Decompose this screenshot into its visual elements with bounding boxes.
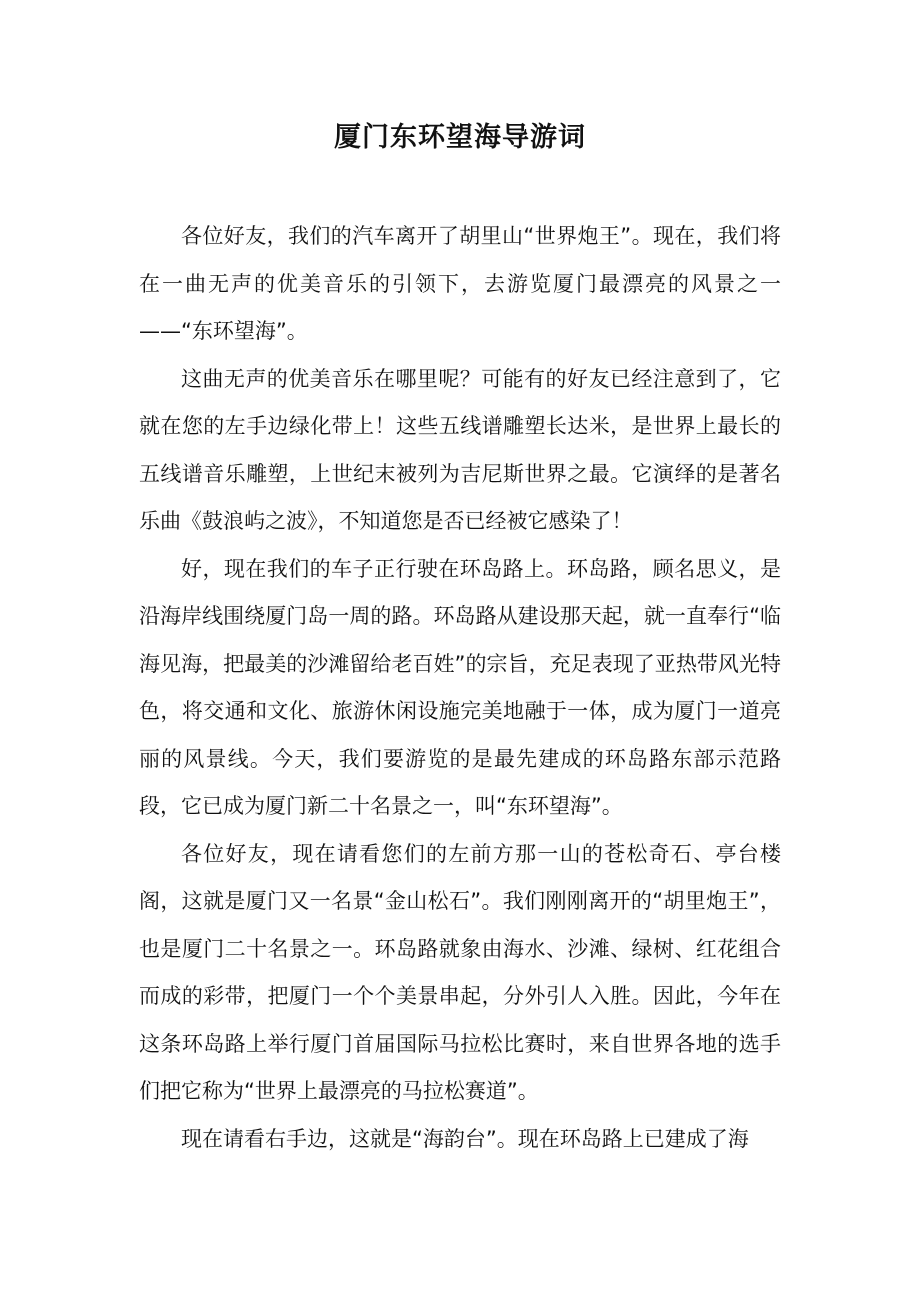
document-title: 厦门东环望海导游词 [334,122,586,153]
paragraph-1: 各位好友，我们的汽车离开了胡里山“世界炮王”。现在，我们将在一曲无声的优美音乐的引领下，去游览厦门最漂亮的风景之一——“东环望海”。 [139,224,781,343]
document-body [139,213,781,1163]
paragraph-2: 这曲无声的优美音乐在哪里呢？可能有的好友已经注意到了，它就在您的左手边绿化带上！这些五线谱雕塑长达米，是世界上最长的五线谱音乐雕塑，上世纪末被列为吉尼斯世界之最。它演绎的是著名乐曲《鼓浪屿之波》，不知道您是否已经被它感染了！ [139,366,781,533]
paragraph-4: 各位好友，现在请看您们的左前方那一山的苍松奇石、亭台楼阁，这就是厦门又一名景“金山松石”。我们刚刚离开的“胡里炮王”，也是厦门二十名景之一。环岛路就象由海水、沙滩、绿树、红花组合而成的彩带，把厦门一个个美景串起，分外引人入胜。因此，今年在这条环岛路上举行厦门首届国际马拉松比赛时，来自世界各地的选手们把它称为“世界上最漂亮的马拉松赛道”。 [139,841,781,1103]
paragraph-3: 好，现在我们的车子正行驶在环岛路上。环岛路，顾名思义，是沿海岸线围绕厦门岛一周的路。环岛路从建设那天起，就一直奉行“临海见海，把最美的沙滩留给老百姓”的宗旨，充足表现了亚热带风光特色，将交通和文化、旅游休闲设施完美地融于一体，成为厦门一道亮丽的风景线。今天，我们要游览的是最先建成的环岛路东部示范路段，它已成为厦门新二十名景之一，叫“东环望海”。 [139,556,781,818]
paragraph-5: 现在请看右手边，这就是“海韵台”。现在环岛路上已建成了海 [181,1126,749,1151]
